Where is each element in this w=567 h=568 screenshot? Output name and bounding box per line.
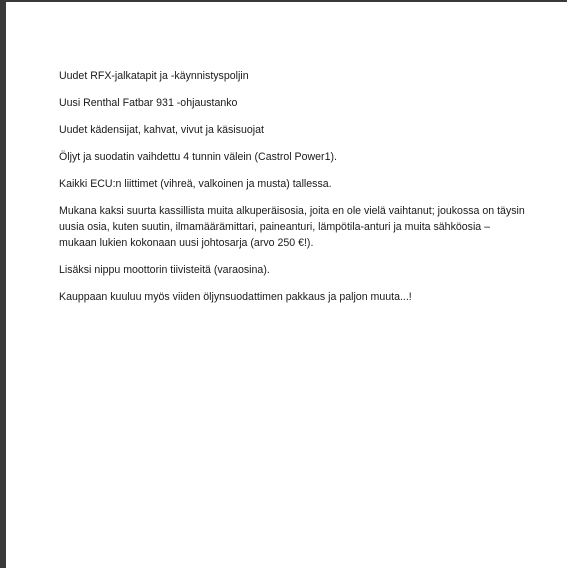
paragraph-oil-filters: Kauppaan kuuluu myös viiden öljynsuodattimen pakkaus ja paljon muuta...! <box>59 291 412 303</box>
document-body <box>59 68 529 316</box>
paragraph-footpegs: Uudet RFX-jalkatapit ja -käynnistyspoljin <box>59 70 249 82</box>
paragraph-ecu-connectors: Kaikki ECU:n liittimet (vihreä, valkoinen ja musta) tallessa. <box>59 178 332 190</box>
paragraph-spare-parts: Mukana kaksi suurta kassillista muita alkuperäisosia, joita en ole vielä vaihtanut; joukossa on täysin uusia osia, kuten suutin, ilmamäärämittari, paineanturi, lämpötila-anturi ja muita sähköosia – mukaan lukien kokonaan uusi johtosarja (arvo 250 €!). <box>59 205 525 249</box>
paragraph-grips-levers: Uudet kädensijat, kahvat, vivut ja käsisuojat <box>59 124 264 136</box>
paragraph-gaskets: Lisäksi nippu moottorin tiivisteitä (varaosina). <box>59 264 270 276</box>
paragraph-oil-change: Öljyt ja suodatin vaihdettu 4 tunnin välein (Castrol Power1). <box>59 151 337 163</box>
paragraph-handlebar: Uusi Renthal Fatbar 931 -ohjaustanko <box>59 97 238 109</box>
document-page[interactable] <box>6 2 567 568</box>
